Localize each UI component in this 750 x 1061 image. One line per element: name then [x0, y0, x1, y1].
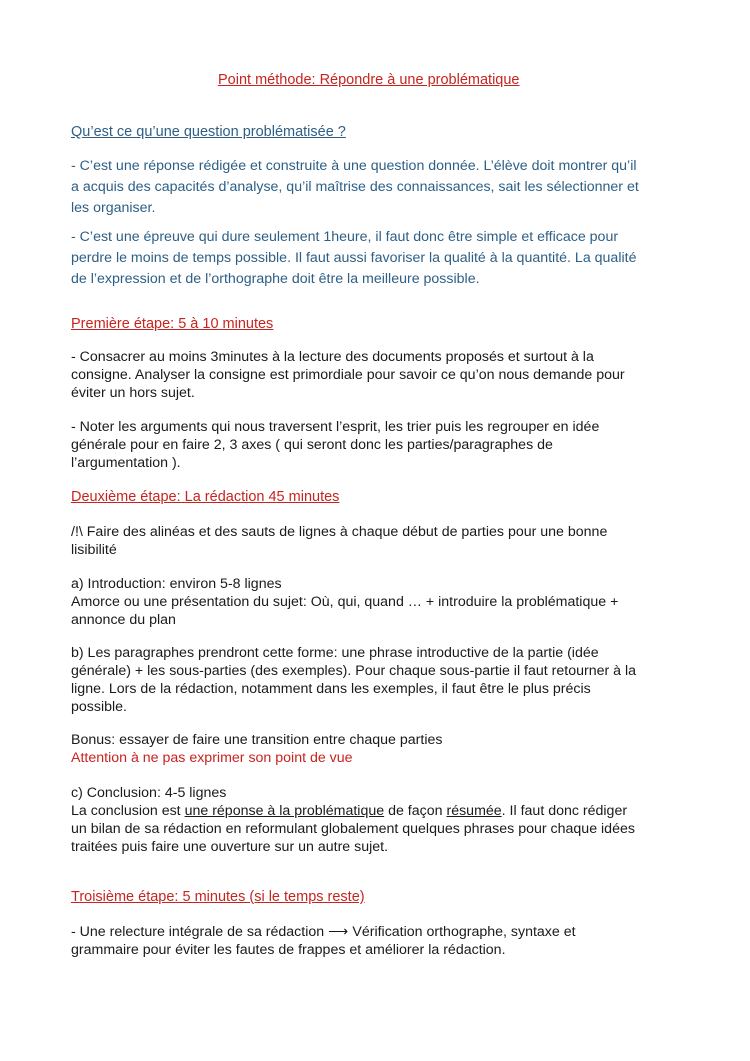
intro-heading: Qu’est ce qu’une question problématisée ? — [71, 124, 346, 140]
attention-note: Attention à ne pas exprimer son point de vue — [71, 750, 353, 766]
intro-paragraph-1: - C’est une réponse rédigée et construite à une question donnée. L’élève doit montrer qu’il a acquis des capacités d’analyse, qu’il maîtrise des connaissances, sait les sélectionner et les organiser. — [71, 158, 639, 216]
step3-paragraph-1: - Une relecture intégrale de sa rédaction ⟶ Vérification orthographe, syntaxe et grammaire pour éviter les fautes de frappes et améliorer la rédaction. — [71, 924, 576, 958]
underlined-summary: résumée — [446, 803, 502, 819]
underlined-answer: une réponse à la problématique — [184, 803, 385, 819]
intro-paragraph-2: - C’est une épreuve qui dure seulement 1heure, il faut donc être simple et efficace pour perdre le moins de temps possible. Il faut aussi favoriser la qualité à la quantité. La qualité de l’expression et de l’orthographe doit être la meilleure possible. — [71, 229, 637, 287]
step1-heading: Première étape: 5 à 10 minutes — [71, 316, 274, 332]
step2-heading: Deuxième étape: La rédaction 45 minutes — [71, 489, 340, 505]
page-title: Point méthode: Répondre à une problématique — [218, 72, 520, 88]
step1-paragraph-1: - Consacrer au moins 3minutes à la lecture des documents proposés et surtout à la consigne. Analyser la consigne est primordiale pour savoir ce qu’on nous demande pour éviter un hors sujet. — [71, 349, 625, 401]
step3-heading: Troisième étape: 5 minutes (si le temps reste) — [71, 889, 365, 905]
step1-paragraph-2: - Noter les arguments qui nous traversent l’esprit, les trier puis les regrouper en idée générale pour en faire 2, 3 axes ( qui seront donc les parties/paragraphes de l’argumentation ). — [71, 419, 600, 471]
step2-introduction: a) Introduction: environ 5-8 lignes Amorce ou une présentation du sujet: Où, qui, quand … + introduire la problématique + annonce du plan — [71, 576, 619, 628]
step2-warning: /!\ Faire des alinéas et des sauts de lignes à chaque début de parties pour une bonne lisibilité — [71, 524, 608, 558]
step2-paragraphs: b) Les paragraphes prendront cette forme: une phrase introductive de la partie (idée générale) + les sous-parties (des exemples). Pour chaque sous-partie il faut retourner à la ligne. Lors de la rédaction, notamment dans les exemples, il faut être le plus précis possible. — [71, 645, 637, 715]
step2-conclusion: c) Conclusion: 4-5 lignes La conclusion est une réponse à la problématique de façon résumée. Il faut donc rédiger un bilan de sa rédaction en reformulant globalement quelques phrases pour chaque idées traitées puis faire une ouverture sur un autre sujet. — [71, 785, 635, 855]
step2-bonus: Bonus: essayer de faire une transition entre chaque parties Attention à ne pas exprimer son point de vue — [71, 731, 681, 767]
